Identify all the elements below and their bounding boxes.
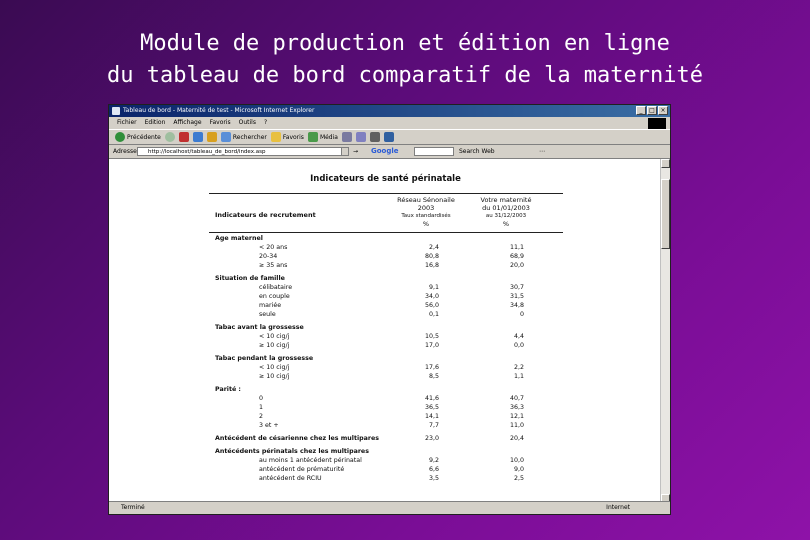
search-icon	[221, 132, 231, 142]
table-top-rule	[209, 193, 563, 194]
table-row	[109, 413, 662, 422]
table-row	[109, 342, 662, 351]
row-label: antécédent de RCIU	[259, 475, 322, 482]
home-icon[interactable]	[207, 132, 217, 142]
reseau-value: 17,6	[424, 364, 439, 371]
menu-view[interactable]: Affichage	[173, 119, 202, 126]
reseau-value: 9,2	[428, 457, 439, 464]
table-row	[109, 395, 662, 404]
search-button[interactable]	[221, 132, 267, 142]
table-row	[109, 475, 662, 484]
maternite-value: 20,4	[509, 435, 524, 442]
slide-title-line-2: du tableau de bord comparatif de la maternité	[106, 63, 704, 88]
slide-title	[0, 28, 810, 92]
address-label: Adresse	[113, 148, 137, 155]
google-search-input[interactable]	[414, 147, 454, 156]
minimize-icon[interactable]: _	[636, 106, 646, 115]
address-input[interactable]: http://localhost/tableau_de_bord/index.asp	[137, 147, 347, 156]
maximize-icon[interactable]: □	[647, 106, 657, 115]
menu-favorites[interactable]: Favoris	[209, 119, 231, 126]
row-label: ≥ 35 ans	[259, 262, 288, 269]
col2-header-line: Votre maternité	[480, 196, 532, 204]
row-label: 1	[259, 404, 264, 411]
menu-file[interactable]: Fichier	[117, 119, 137, 126]
status-text: Terminé	[121, 504, 145, 511]
window-controls	[636, 106, 668, 115]
favorites-button-label: Favoris	[282, 133, 304, 141]
table-row	[109, 373, 662, 382]
go-arrow-icon[interactable]: →	[353, 148, 359, 155]
history-icon[interactable]	[342, 132, 352, 142]
column-header-reseau	[391, 196, 461, 228]
media-button[interactable]	[308, 132, 338, 142]
section-row	[109, 386, 662, 395]
row-label: antécédent de prématurité	[259, 466, 345, 473]
slide-title-line-1: Module de production et édition en ligne	[140, 31, 670, 56]
reseau-value: 80,8	[424, 253, 439, 260]
maternite-value: 9,0	[513, 466, 524, 473]
reseau-value: 6,6	[428, 466, 439, 473]
back-button[interactable]	[115, 132, 161, 142]
maternite-value: 34,8	[509, 302, 524, 309]
forward-button[interactable]	[165, 132, 175, 142]
section-row	[109, 275, 662, 284]
table-row	[109, 422, 662, 431]
links-icon[interactable]: ⋯	[539, 148, 545, 155]
section-row	[109, 324, 662, 333]
table-row	[109, 302, 662, 311]
status-zone: Internet	[606, 504, 630, 511]
reseau-value: 10,5	[424, 333, 439, 340]
reseau-value: 34,0	[424, 293, 439, 300]
table-row	[109, 364, 662, 373]
scroll-up-icon[interactable]	[661, 159, 670, 168]
table-header-rule	[209, 232, 563, 233]
maternite-value: 4,4	[513, 333, 524, 340]
col1-header-line: 2003	[417, 204, 435, 212]
reseau-value: 2,4	[428, 244, 439, 251]
col2-header-line: au 31/12/2003	[485, 213, 527, 219]
reseau-value: 3,5	[428, 475, 439, 482]
section-row	[109, 235, 662, 244]
col1-header-line: Taux standardisés	[401, 213, 451, 219]
maternite-value: 40,7	[509, 395, 524, 402]
table-row	[109, 311, 662, 320]
table-row	[109, 253, 662, 262]
ie-icon	[112, 107, 120, 115]
row-label: ≥ 10 cig/j	[259, 342, 290, 349]
favorites-button[interactable]	[271, 132, 304, 142]
col2-header-line: du 01/01/2003	[482, 204, 530, 212]
table-row	[109, 457, 662, 466]
search-button-label: Rechercher	[232, 133, 267, 141]
reseau-value: 17,0	[424, 342, 439, 349]
row-label: 0	[259, 395, 264, 402]
row-label: Parité :	[215, 386, 241, 393]
table-row	[109, 262, 662, 271]
maternite-value: 30,7	[509, 284, 524, 291]
media-button-label: Média	[319, 133, 338, 141]
search-web-button[interactable]: Search Web	[459, 148, 495, 155]
reseau-value: 7,7	[428, 422, 439, 429]
maternite-value: 10,0	[509, 457, 524, 464]
row-label: ≥ 10 cig/j	[259, 373, 290, 380]
menu-bar	[109, 117, 670, 129]
row-label: célibataire	[259, 284, 293, 291]
star-icon	[271, 132, 281, 142]
menu-edit[interactable]: Edition	[144, 119, 166, 126]
media-icon	[308, 132, 318, 142]
menu-help[interactable]: ?	[263, 119, 268, 126]
maternite-value: 2,5	[513, 475, 524, 482]
row-label: Age maternel	[215, 235, 263, 242]
row-label: en couple	[259, 293, 290, 300]
reseau-value: 0,1	[428, 311, 439, 318]
maternite-value: 0	[519, 311, 524, 318]
maternite-value: 36,3	[509, 404, 524, 411]
column-header-maternite	[471, 196, 541, 228]
row-label: < 20 ans	[259, 244, 288, 251]
table-row	[109, 244, 662, 253]
browser-toolbar	[109, 129, 670, 145]
back-arrow-icon	[115, 132, 125, 142]
page-content	[109, 159, 662, 503]
maternite-value: 11,0	[509, 422, 524, 429]
maternite-value: 20,0	[509, 262, 524, 269]
menu-tools[interactable]: Outils	[238, 119, 256, 126]
close-icon[interactable]: ×	[658, 106, 668, 115]
row-label: Tabac avant la grossesse	[215, 324, 304, 331]
table-row	[109, 293, 662, 302]
maternite-value: 12,1	[509, 413, 524, 420]
row-label: 2	[259, 413, 264, 420]
google-logo: Google	[371, 147, 399, 155]
refresh-icon[interactable]	[193, 132, 203, 142]
row-label: < 10 cig/j	[259, 364, 290, 371]
maternite-value: 2,2	[513, 364, 524, 371]
row-label: Tabac pendant la grossesse	[215, 355, 314, 362]
address-bar	[109, 145, 670, 159]
maternite-value: 31,5	[509, 293, 524, 300]
maternite-value: 1,1	[513, 373, 524, 380]
stop-icon[interactable]	[179, 132, 189, 142]
reseau-value: 9,1	[428, 284, 439, 291]
report-title: Indicateurs de santé périnatale	[310, 174, 461, 184]
address-dropdown-icon[interactable]	[341, 147, 349, 156]
window-title: Tableau de bord - Maternité de test - Microsoft Internet Explorer	[123, 107, 315, 114]
maternite-value: 0,0	[513, 342, 524, 349]
reseau-value: 41,6	[424, 395, 439, 402]
vertical-scrollbar[interactable]	[660, 159, 670, 503]
browser-window	[108, 104, 671, 515]
section-row	[109, 448, 662, 457]
reseau-value: 56,0	[424, 302, 439, 309]
row-label: < 10 cig/j	[259, 333, 290, 340]
reseau-value: 14,1	[424, 413, 439, 420]
reseau-value: 36,5	[424, 404, 439, 411]
col2-header-line: %	[502, 220, 510, 228]
row-label: seule	[259, 311, 276, 318]
reseau-value: 16,8	[424, 262, 439, 269]
row-label: Antécédents périnatals chez les multipares	[215, 448, 369, 455]
back-button-label: Précédente	[127, 133, 161, 141]
scroll-thumb[interactable]	[661, 179, 670, 249]
table-row	[109, 404, 662, 413]
window-titlebar[interactable]	[109, 105, 670, 117]
maternite-value: 68,9	[509, 253, 524, 260]
section-row	[109, 355, 662, 364]
row-label: 3 et +	[259, 422, 279, 429]
table-row	[109, 284, 662, 293]
reseau-value: 8,5	[428, 373, 439, 380]
col1-header-line: Réseau Sénonaile	[397, 196, 455, 204]
row-label: Situation de famille	[215, 275, 285, 282]
forward-arrow-icon	[165, 132, 175, 142]
table-row	[109, 466, 662, 475]
maternite-value: 11,1	[509, 244, 524, 251]
col1-header-line: %	[422, 220, 430, 228]
row-label: 20-34	[259, 253, 278, 260]
mail-icon[interactable]	[356, 132, 366, 142]
row-label: mariée	[259, 302, 282, 309]
row-label: Antécédent de césarienne chez les multipares	[215, 435, 380, 442]
recruitment-header: Indicateurs de recrutement	[215, 211, 316, 219]
print-icon[interactable]	[370, 132, 380, 142]
row-label: au moins 1 antécédent périnatal	[259, 457, 362, 464]
section-row	[109, 435, 662, 444]
edit-icon[interactable]	[384, 132, 394, 142]
reseau-value: 23,0	[424, 435, 439, 442]
status-bar	[109, 501, 670, 514]
table-row	[109, 333, 662, 342]
